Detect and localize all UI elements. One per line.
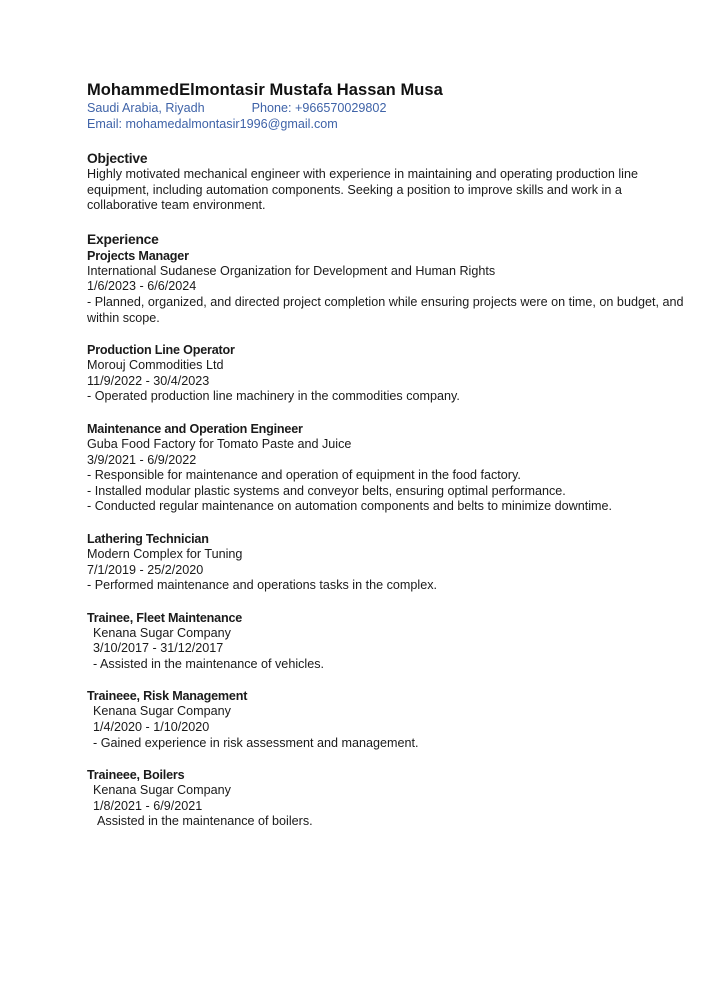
job-company: International Sudanese Organization for Development and Human Rights — [87, 263, 496, 278]
objective-text: Highly motivated mechanical engineer with experience in maintaining and operating production line equipment, including automation components. Seeking a position to improve skills and work in a collaborative team environment. — [87, 167, 638, 213]
job-title: Production Line Operator — [87, 343, 235, 358]
job-title: Projects Manager — [87, 248, 189, 263]
job-dates: 1/4/2020 - 1/10/2020 — [93, 720, 210, 735]
candidate-name: MohammedElmontasir Mustafa Hassan Musa — [87, 81, 443, 99]
job-title: Maintenance and Operation Engineer — [87, 421, 303, 436]
job-title: Trainee, Fleet Maintenance — [87, 610, 243, 625]
job-dates: 7/1/2019 - 25/2/2020 — [87, 562, 204, 577]
job-entry — [87, 342, 687, 405]
email: Email: mohamedalmontasir1996@gmail.com — [87, 117, 338, 131]
job-dates: 11/9/2022 - 30/4/2023 — [87, 373, 210, 388]
location: Saudi Arabia, Riyadh — [87, 101, 205, 115]
job-title: Lathering Technician — [87, 531, 209, 546]
job-company: Kenana Sugar Company — [93, 625, 231, 640]
job-bullet: - Operated production line machinery in the commodities company. — [87, 389, 460, 404]
job-company: Morouj Commodities Ltd — [87, 358, 224, 373]
phone: Phone: +966570029802 — [251, 101, 387, 115]
experience-heading: Experience — [87, 231, 159, 247]
job-bullet: - Planned, organized, and directed project completion while ensuring projects were on time, on budget, and within scope. — [87, 294, 684, 325]
job-company: Modern Complex for Tuning — [87, 546, 243, 561]
job-title: Traineee, Boilers — [87, 768, 185, 783]
objective-heading: Objective — [87, 151, 148, 166]
job-company: Kenana Sugar Company — [93, 783, 231, 798]
job-company: Guba Food Factory for Tomato Paste and Juice — [87, 436, 352, 451]
job-bullet: - Assisted in the maintenance of vehicles. — [93, 656, 325, 671]
job-dates: 3/10/2017 - 31/12/2017 — [93, 641, 224, 656]
resume-content — [87, 80, 687, 830]
job-entry — [87, 767, 687, 830]
job-entry — [87, 248, 687, 326]
job-dates: 1/8/2021 - 6/9/2021 — [93, 798, 203, 813]
job-entry — [87, 421, 687, 515]
job-title: Traineee, Risk Management — [87, 689, 248, 704]
job-bullet: - Gained experience in risk assessment and management. — [93, 735, 419, 750]
job-entry — [87, 610, 687, 673]
job-dates: 3/9/2021 - 6/9/2022 — [87, 452, 197, 467]
job-dates: 1/6/2023 - 6/6/2024 — [87, 279, 197, 294]
job-bullet: - Responsible for maintenance and operation of equipment in the food factory. — [87, 468, 521, 483]
job-bullet: - Installed modular plastic systems and conveyor belts, ensuring optimal performance. — [87, 483, 566, 498]
job-entry — [87, 531, 687, 594]
job-bullet: Assisted in the maintenance of boilers. — [97, 814, 313, 829]
job-company: Kenana Sugar Company — [93, 704, 231, 719]
job-bullet: - Conducted regular maintenance on automation components and belts to minimize downtime. — [87, 499, 613, 514]
job-entry — [87, 688, 687, 751]
job-bullet: - Performed maintenance and operations tasks in the complex. — [87, 578, 438, 593]
contact-line-1 — [87, 100, 687, 116]
